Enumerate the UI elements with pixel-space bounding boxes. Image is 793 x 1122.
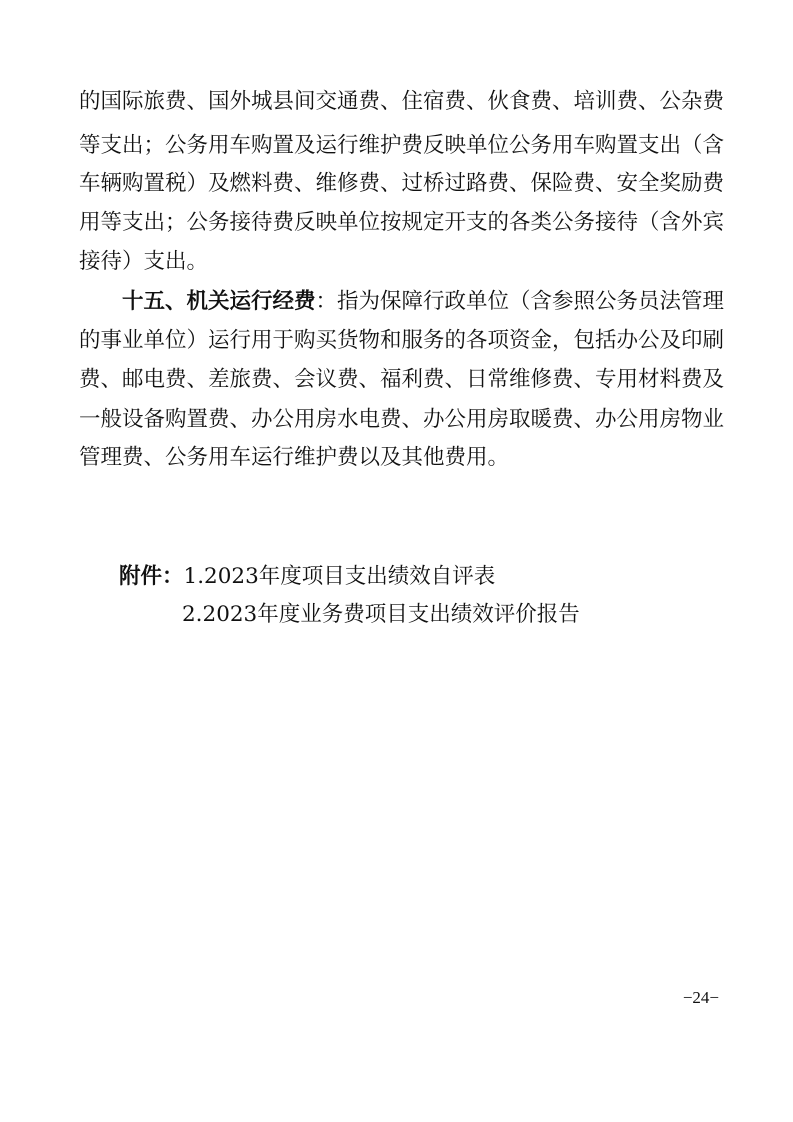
section-15-line: 的事业单位）运行用于购买货物和服务的各项资金，包括办公及印刷 — [79, 328, 725, 353]
attachment-item: 1.2023年度项目支出绩效自评表 — [183, 564, 496, 589]
section-15-line: 费、邮电费、差旅费、会议费、福利费、日常维修费、专用材料费及 — [79, 367, 725, 392]
attachments-label: 附件： — [119, 564, 184, 589]
section-15-line: 管理费、公务用车运行维护费以及其他费用。 — [79, 445, 510, 470]
paragraph-line: 等支出；公务用车购置及运行维护费反映单位公务用车购置支出（含 — [79, 133, 725, 158]
paragraph-line: 接待）支出。 — [79, 249, 209, 274]
section-15-first-line-text: ：指为保障行政单位（含参照公务员法管理 — [315, 289, 725, 314]
section-15-first-line — [122, 287, 725, 317]
paragraph-line: 车辆购置税）及燃料费、维修费、过桥过路费、保险费、安全奖励费 — [79, 171, 725, 196]
attachment-item: 2.2023年度业务费项目支出绩效评价报告 — [182, 602, 580, 627]
paragraph-line: 的国际旅费、国外城县间交通费、住宿费、伙食费、培训费、公杂费 — [79, 89, 725, 114]
attachments-first-line — [119, 562, 495, 592]
section-15-heading: 十五、机关运行经费 — [122, 289, 316, 314]
page-number: −24− — [682, 988, 719, 1007]
section-15-line: 一般设备购置费、办公用房水电费、办公用房取暖费、办公用房物业 — [79, 407, 725, 432]
paragraph-line: 用等支出；公务接待费反映单位按规定开支的各类公务接待（含外宾 — [79, 210, 725, 235]
